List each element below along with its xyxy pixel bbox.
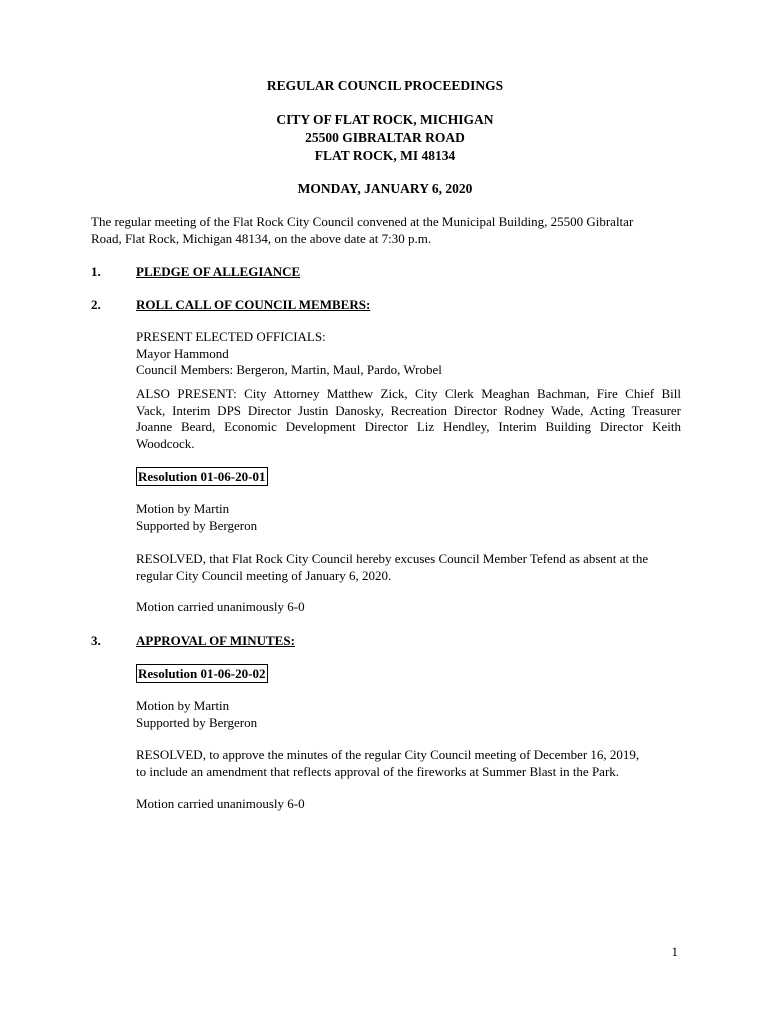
- present-officials-block: [136, 329, 681, 379]
- resolution-text-line-2: to include an amendment that reflects approval of the fireworks at Summer Blast in the Park.: [136, 763, 620, 779]
- document-title: REGULAR COUNCIL PROCEEDINGS: [266, 78, 504, 93]
- mayor-line: Mayor Hammond: [136, 345, 229, 361]
- also-present-line-2: Vack, Interim DPS Director Justin Danosky, Recreation Director Rodney Wade, Acting Treasurer: [136, 402, 681, 418]
- resolution-text-line-1: RESOLVED, that Flat Rock City Council hereby excuses Council Member Tefend as absent at the: [136, 551, 649, 566]
- section-2-title: ROLL CALL OF COUNCIL MEMBERS:: [136, 297, 371, 312]
- resolution-id-box: Resolution 01-06-20-02: [136, 664, 268, 683]
- city-name: CITY OF FLAT ROCK, MICHIGAN: [276, 112, 494, 127]
- section-2-number: 2.: [91, 297, 101, 312]
- section-1-title: PLEDGE OF ALLEGIANCE: [136, 264, 301, 279]
- present-heading: PRESENT ELECTED OFFICIALS:: [136, 329, 326, 344]
- council-members-line: Council Members: Bergeron, Martin, Maul, Pardo, Wrobel: [136, 362, 442, 377]
- resolution-text-line-2: regular City Council meeting of January 6, 2020.: [136, 567, 392, 583]
- section-1-number: 1.: [91, 264, 101, 279]
- resolution-id-box: Resolution 01-06-20-01: [136, 467, 268, 486]
- section-3-number: 3.: [91, 633, 101, 648]
- intro-line-2: Road, Flat Rock, Michigan 48134, on the above date at 7:30 p.m.: [91, 230, 432, 246]
- also-present-line-3: Joanne Beard, Economic Development Director Liz Hendley, Interim Building Director Keith: [136, 419, 681, 434]
- supported-by: Supported by Bergeron: [136, 517, 258, 533]
- section-3-title: APPROVAL OF MINUTES:: [136, 633, 295, 648]
- also-present-line-1: ALSO PRESENT: City Attorney Matthew Zick, City Clerk Meaghan Bachman, Fire Chief Bill: [136, 386, 681, 401]
- motion-by: Motion by Martin: [136, 698, 230, 713]
- address-line-2: FLAT ROCK, MI 48134: [314, 148, 456, 163]
- page-number: 1: [671, 944, 678, 959]
- intro-paragraph: [91, 214, 691, 247]
- resolution-text: [136, 747, 686, 780]
- intro-line-1: The regular meeting of the Flat Rock City Council convened at the Municipal Building, 25500 Gibraltar: [91, 214, 634, 229]
- also-present-paragraph: [136, 386, 681, 452]
- supported-by: Supported by Bergeron: [136, 714, 258, 730]
- motion-result: Motion carried unanimously 6-0: [136, 599, 305, 614]
- meeting-date: MONDAY, JANUARY 6, 2020: [297, 181, 473, 196]
- address-line-1: 25500 GIBRALTAR ROAD: [305, 130, 465, 145]
- resolution-text-line-1: RESOLVED, to approve the minutes of the regular City Council meeting of December 16, 2019,: [136, 747, 640, 762]
- motion-block: [136, 698, 681, 731]
- motion-block: [136, 501, 681, 534]
- resolution-text: [136, 551, 681, 584]
- motion-result: Motion carried unanimously 6-0: [136, 796, 305, 811]
- motion-by: Motion by Martin: [136, 501, 230, 516]
- also-present-line-4: Woodcock.: [136, 435, 195, 451]
